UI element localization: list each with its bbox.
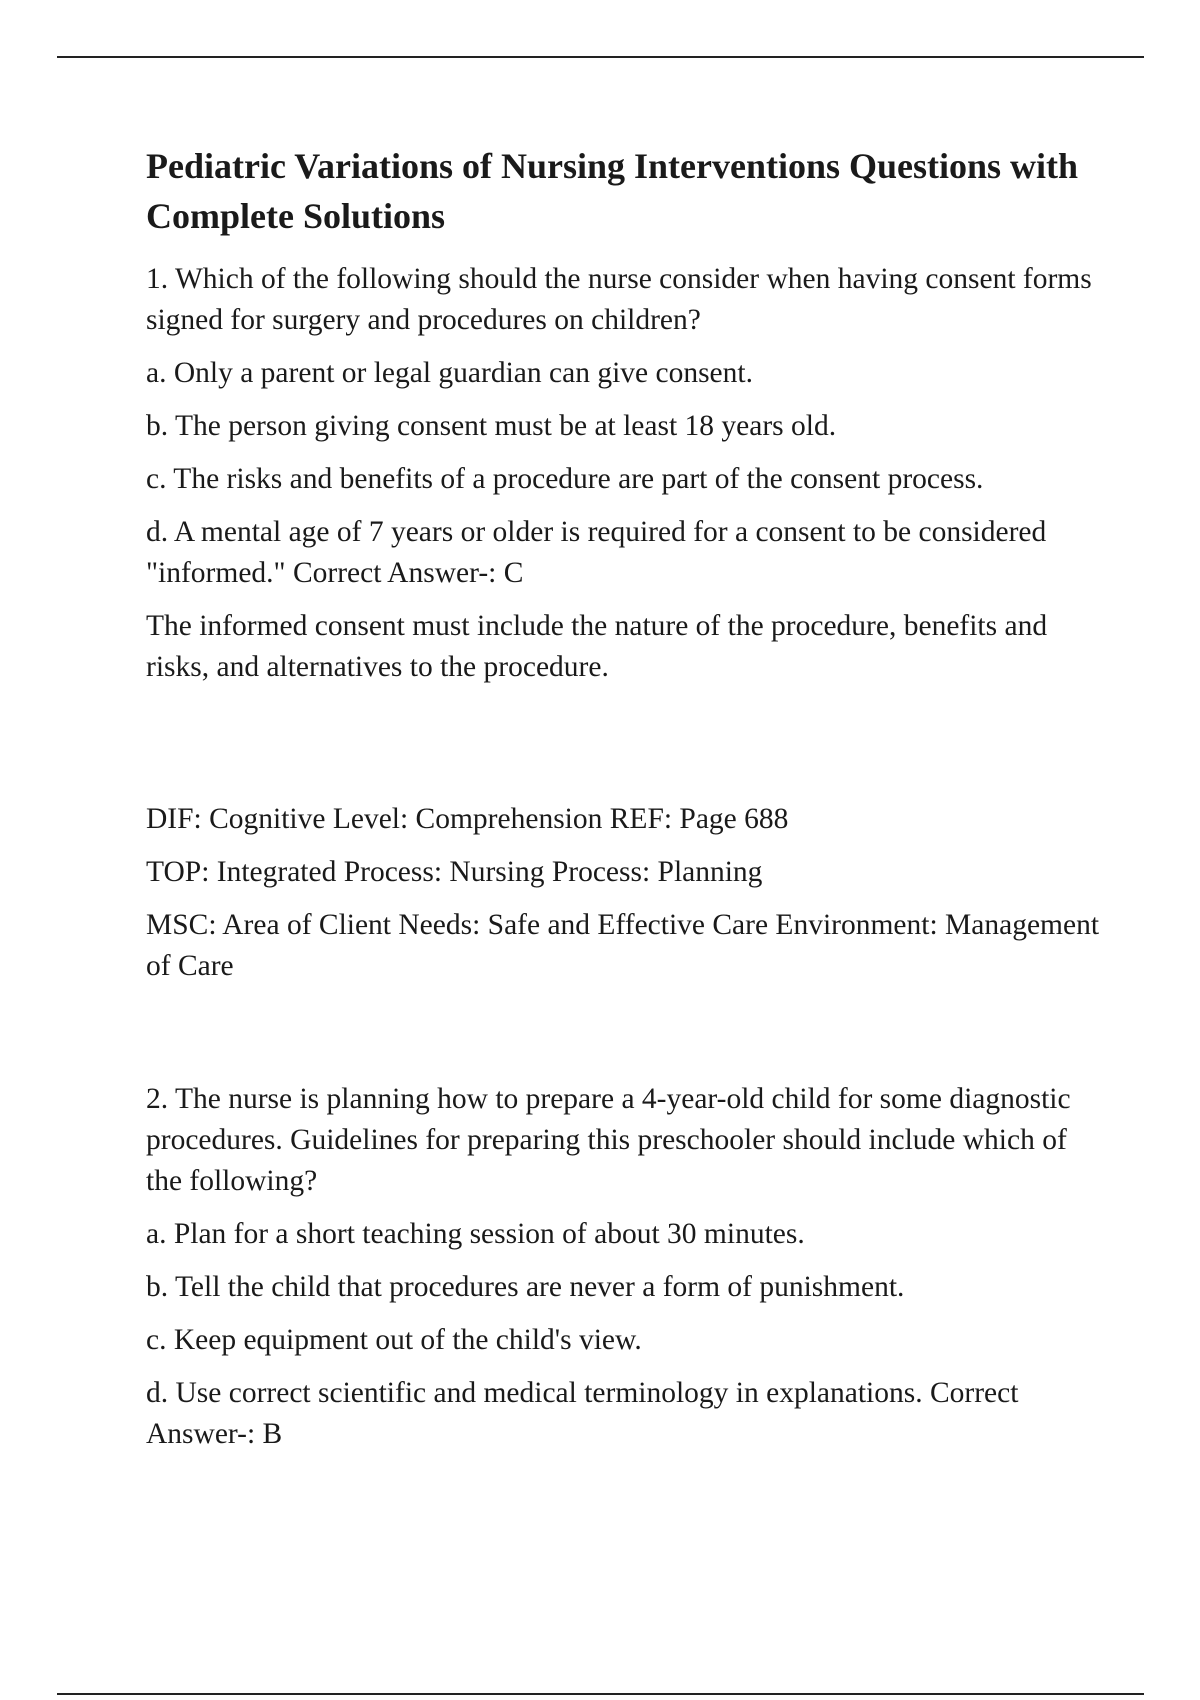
question-1-rationale: The informed consent must include the nature of the procedure, benefits and risks, and alternatives to the procedure. — [146, 610, 1048, 683]
question-1-option-c: c. The risks and benefits of a procedure are part of the consent process. — [146, 463, 984, 495]
document-body — [146, 141, 1106, 1455]
top-rule — [57, 56, 1144, 58]
question-1-option-b: b. The person giving consent must be at least 18 years old. — [146, 410, 837, 442]
document-title: Pediatric Variations of Nursing Interventions Questions with Complete Solutions — [146, 146, 1079, 236]
question-1-option-d: d. A mental age of 7 years or older is required for a consent to be considered "informed." Correct Answer-: C — [146, 516, 1047, 589]
question-2-option-b: b. Tell the child that procedures are never a form of punishment. — [146, 1271, 905, 1303]
question-2-option-c: c. Keep equipment out of the child's view. — [146, 1324, 642, 1356]
bottom-rule — [57, 1693, 1144, 1695]
question-2-option-a: a. Plan for a short teaching session of about 30 minutes. — [146, 1218, 805, 1250]
question-2-text: 2. The nurse is planning how to prepare a 4-year-old child for some diagnostic procedures. Guidelines for preparing this preschooler should include which of the following? — [146, 1083, 1071, 1197]
question-1-dif: DIF: Cognitive Level: Comprehension REF: Page 688 — [146, 803, 789, 835]
question-1-text: 1. Which of the following should the nurse consider when having consent forms signed for surgery and procedures on children? — [146, 263, 1092, 336]
question-2-option-d: d. Use correct scientific and medical terminology in explanations. Correct Answer-: B — [146, 1377, 1019, 1450]
question-1-msc: MSC: Area of Client Needs: Safe and Effective Care Environment: Management of Care — [146, 909, 1100, 982]
question-1-top: TOP: Integrated Process: Nursing Process: Planning — [146, 856, 763, 888]
question-1-option-a: a. Only a parent or legal guardian can give consent. — [146, 357, 753, 389]
